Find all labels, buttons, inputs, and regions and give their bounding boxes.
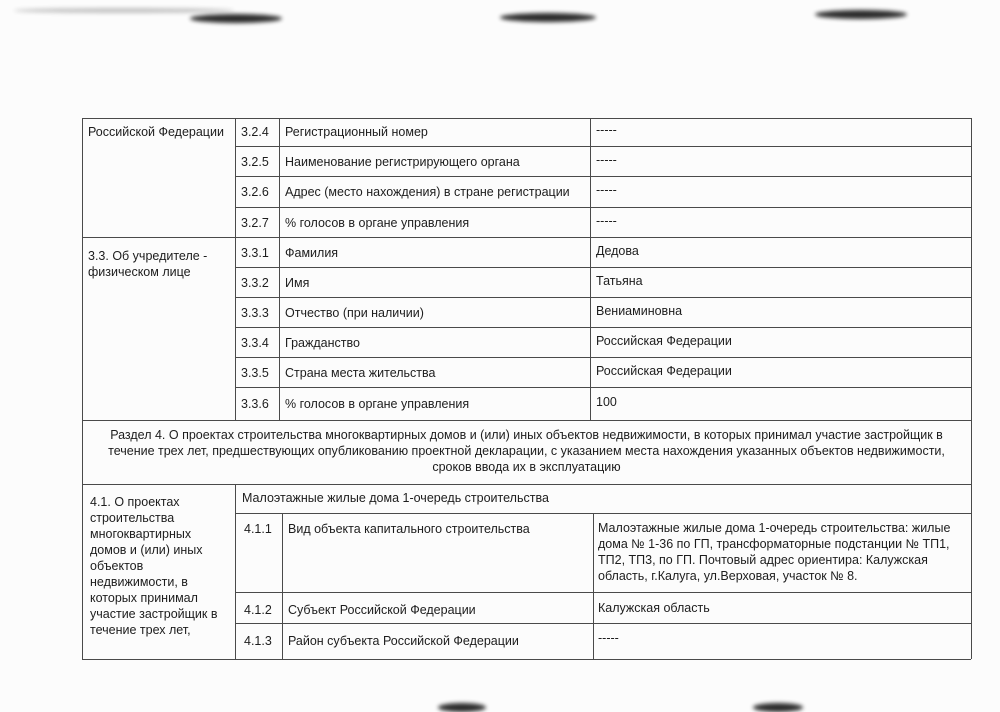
row-divider xyxy=(82,484,971,485)
row-number: 4.1.3 xyxy=(244,634,272,648)
row-divider xyxy=(235,387,971,388)
row-divider xyxy=(235,513,971,514)
row-name: Субъект Российской Федерации xyxy=(288,603,476,617)
row-name: % голосов в органе управления xyxy=(285,216,470,230)
column-divider xyxy=(282,513,283,659)
row-value: Татьяна xyxy=(596,274,643,288)
row-number: 3.3.6 xyxy=(241,397,269,411)
column-divider xyxy=(590,118,591,420)
section-4-1-label: участие застройщик в xyxy=(90,607,218,621)
table-border-right xyxy=(971,118,972,659)
row-divider xyxy=(235,592,971,593)
section-4-heading: Раздел 4. О проектах строительства многоквартирных домов и (или) иных объектов недвижимости, в которых принимал участие застройщик в xyxy=(110,428,943,442)
section-4-1-label: многоквартирных xyxy=(90,527,192,541)
row-number: 3.3.1 xyxy=(241,246,269,260)
section-4-1-label: которых принимал xyxy=(90,591,198,605)
row-number: 3.3.4 xyxy=(241,336,269,350)
table-border-top xyxy=(82,118,971,119)
row-value: ----- xyxy=(596,214,617,228)
row-number: 3.3.5 xyxy=(241,366,269,380)
row-value-line: ТП2, ТП3, по ГП. Почтовый адрес ориентира: Калужская xyxy=(598,553,928,567)
column-divider xyxy=(593,513,594,659)
row-value: ----- xyxy=(598,631,619,645)
column-divider xyxy=(235,118,236,420)
row-divider xyxy=(235,146,971,147)
section-4-1-label: объектов xyxy=(90,559,144,573)
row-name: Район субъекта Российской Федерации xyxy=(288,634,519,648)
scan-smudge xyxy=(14,8,234,13)
row-name: Адрес (место нахождения) в стране регистрации xyxy=(285,185,570,199)
row-number: 3.2.7 xyxy=(241,216,269,230)
row-divider xyxy=(235,207,971,208)
row-value: ----- xyxy=(596,153,617,167)
row-value-line: Малоэтажные жилые дома 1-очередь строительства: жилые xyxy=(598,521,951,535)
row-value: Калужская область xyxy=(598,601,710,615)
column-divider xyxy=(235,484,236,659)
row-number: 3.2.5 xyxy=(241,155,269,169)
row-value: Дедова xyxy=(596,244,639,258)
scan-smudge xyxy=(190,14,282,23)
row-value-line: дома № 1-36 по ГП, трансформаторные подстанции № ТП1, xyxy=(598,537,950,551)
row-name: Вид объекта капитального строительства xyxy=(288,522,530,536)
section-4-1-label: недвижимости, в xyxy=(90,575,188,589)
row-number: 3.3.3 xyxy=(241,306,269,320)
row-name: Наименование регистрирующего органа xyxy=(285,155,520,169)
section-3-3-label: 3.3. Об учредителе - xyxy=(88,249,208,263)
row-name: Страна места жительства xyxy=(285,366,436,380)
row-value: 100 xyxy=(596,395,617,409)
column-divider xyxy=(279,118,280,420)
scan-smudge xyxy=(500,13,596,22)
table-border-bottom xyxy=(82,659,971,660)
row-divider xyxy=(82,237,971,238)
row-divider xyxy=(82,420,971,421)
row-number: 4.1.1 xyxy=(244,522,272,536)
section-3-3-label: физическом лице xyxy=(88,265,191,279)
row-value-line: область, г.Калуга, ул.Верховая, участок № 8. xyxy=(598,569,858,583)
row-number: 4.1.2 xyxy=(244,603,272,617)
row-value: ----- xyxy=(596,123,617,137)
section-4-heading: сроков ввода их в эксплуатацию xyxy=(432,460,621,474)
row-divider xyxy=(235,267,971,268)
row-value: Российская Федерации xyxy=(596,364,732,378)
table-border-left xyxy=(82,118,83,659)
section-4-1-label: домов и (или) иных xyxy=(90,543,203,557)
row-name: Отчество (при наличии) xyxy=(285,306,424,320)
row-divider xyxy=(235,357,971,358)
section-4-1-label: строительства xyxy=(90,511,175,525)
scan-smudge xyxy=(438,703,486,712)
row-name: Гражданство xyxy=(285,336,360,350)
scan-smudge xyxy=(753,703,803,712)
row-number: 3.3.2 xyxy=(241,276,269,290)
project-title: Малоэтажные жилые дома 1-очередь строительства xyxy=(242,491,549,505)
row-divider xyxy=(235,327,971,328)
row-divider xyxy=(235,297,971,298)
row-value: ----- xyxy=(596,183,617,197)
section-4-1-label: течение трех лет, xyxy=(90,623,191,637)
row-value: Вениаминовна xyxy=(596,304,683,318)
section-4-heading: течение трех лет, предшествующих опубликованию проектной декларации, с указанием места нахождения указанных объектов недвижимости, xyxy=(108,444,945,458)
row-name: Имя xyxy=(285,276,310,290)
row-divider xyxy=(235,623,971,624)
section-3-2-label: Российской Федерации xyxy=(88,125,224,139)
scan-smudge xyxy=(815,10,907,19)
section-4-1-label: 4.1. О проектах xyxy=(90,495,180,509)
row-value: Российская Федерации xyxy=(596,334,732,348)
row-name: Фамилия xyxy=(285,246,339,260)
row-name: Регистрационный номер xyxy=(285,125,428,139)
row-name: % голосов в органе управления xyxy=(285,397,470,411)
row-number: 3.2.4 xyxy=(241,125,269,139)
row-divider xyxy=(235,176,971,177)
row-number: 3.2.6 xyxy=(241,185,269,199)
